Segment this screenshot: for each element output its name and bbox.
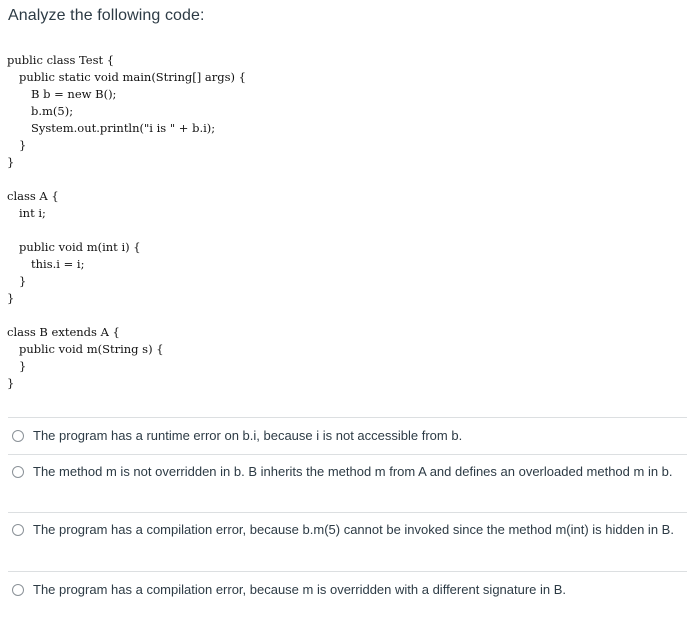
code-line: class A {: [7, 189, 59, 203]
code-block: [7, 52, 246, 392]
code-line: }: [7, 376, 15, 390]
question-title: Analyze the following code:: [8, 7, 205, 24]
answer-option-3[interactable]: [8, 512, 687, 571]
answer-label-4: The program has a compilation error, because m is overridden with a different signature in B.: [33, 582, 567, 597]
code-line: public static void main(String[] args) {: [19, 70, 246, 84]
code-line: }: [19, 138, 27, 152]
code-line: int i;: [19, 206, 46, 220]
answer-label-3: The program has a compilation error, because b.m(5) cannot be invoked since the method m(int) is hidden in B.: [33, 522, 674, 537]
radio-button-3[interactable]: [12, 524, 24, 536]
code-line: System.out.println("i is " + b.i);: [31, 121, 216, 135]
code-line: public void m(int i) {: [19, 240, 141, 254]
code-line: }: [19, 274, 27, 288]
radio-button-1[interactable]: [12, 430, 24, 442]
code-line: public class Test {: [7, 53, 115, 67]
code-line: }: [7, 155, 15, 169]
code-line: class B extends A {: [7, 325, 120, 339]
answer-option-4[interactable]: [8, 571, 687, 611]
radio-button-4[interactable]: [12, 584, 24, 596]
code-line: }: [19, 359, 27, 373]
code-line: public void m(String s) {: [19, 342, 164, 356]
code-line: b.m(5);: [31, 104, 74, 118]
code-line: B b = new B();: [31, 87, 117, 101]
radio-button-2[interactable]: [12, 466, 24, 478]
answer-option-1[interactable]: [8, 417, 687, 454]
answer-option-2[interactable]: [8, 454, 687, 512]
answer-list: [8, 417, 687, 611]
answer-label-1: The program has a runtime error on b.i, because i is not accessible from b.: [33, 428, 463, 443]
answer-label-2: The method m is not overridden in b. B inherits the method m from A and defines an overloaded method m in b.: [33, 464, 673, 479]
code-line: }: [7, 291, 15, 305]
code-line: this.i = i;: [31, 257, 85, 271]
